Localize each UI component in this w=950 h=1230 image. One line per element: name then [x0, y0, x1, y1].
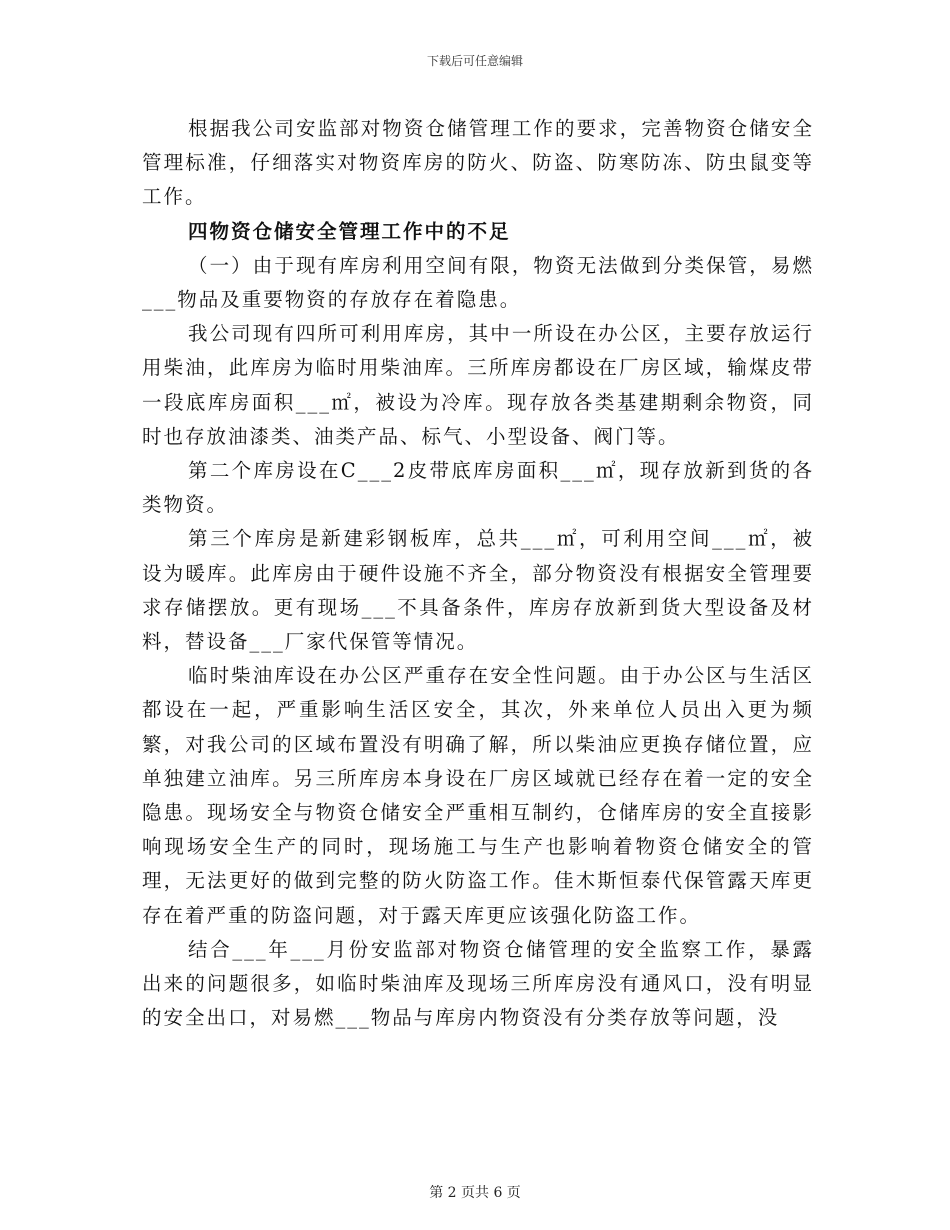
paragraph: 我公司现有四所可利用库房，其中一所设在办公区，主要存放运行用柴油，此库房为临时用柴油库。三所库房都设在厂房区域，输煤皮带一段底库房面积___㎡，被设为冷库。现存放各类基建期剩余物资，同时也存放油漆类、油类产品、标气、小型设备、阀门等。: [142, 322, 814, 448]
paragraph: 第三个库房是新建彩钢板库，总共___㎡，可利用空间___㎡，被设为暖库。此库房由于硬件设施不齐全，部分物资没有根据安全管理要求存储摆放。更有现场___不具备条件，库房存放新到货大型设备及材料，替设备___厂家代保管等情况。: [142, 527, 814, 654]
paragraph: （一）由于现有库房利用空间有限，物资无法做到分类保管，易燃___物品及重要物资的存放存在着隐患。: [142, 253, 814, 312]
paragraph: 结合___年___月份安监部对物资仓储管理的安全监察工作，暴露出来的问题很多，如临时柴油库及现场三所库房没有通风口，没有明显的安全出口，对易燃___物品与库房内物资没有分类存放等问题，没: [142, 937, 814, 1030]
section-heading: 四物资仓储安全管理工作中的不足: [188, 219, 511, 243]
paragraph: 第二个库房设在C___2皮带底库房面积___㎡，现存放新到货的各类物资。: [142, 459, 814, 517]
paragraph: 根据我公司安监部对物资仓储管理工作的要求，完善物资仓储安全管理标准，仔细落实对物资库房的防火、防盗、防寒防冻、防虫鼠变等工作。: [142, 117, 814, 209]
page-header: 下载后可任意编辑: [426, 54, 523, 68]
paragraph: 临时柴油库设在办公区严重存在安全性问题。由于办公区与生活区都设在一起，严重影响生活区安全，其次，外来单位人员出入更为频繁，对我公司的区域布置没有明确了解，所以柴油应更换存储位置，应单独建立油库。另三所库房本身设在厂房区域就已经存在着一定的安全隐患。现场安全与物资仓储安全严重相互制约，仓储库房的安全直接影响现场安全生产的同时，现场施工与生产也影响着物资仓储安全的管理，无法更好的做到完整的防火防盗工作。佳木斯恒泰代保管露天库更存在着严重的防盗问题，对于露天库更应该强化防盗工作。: [142, 664, 814, 927]
document-body: [142, 112, 814, 1035]
page-footer: 第 2 页共 6 页: [429, 1185, 521, 1201]
